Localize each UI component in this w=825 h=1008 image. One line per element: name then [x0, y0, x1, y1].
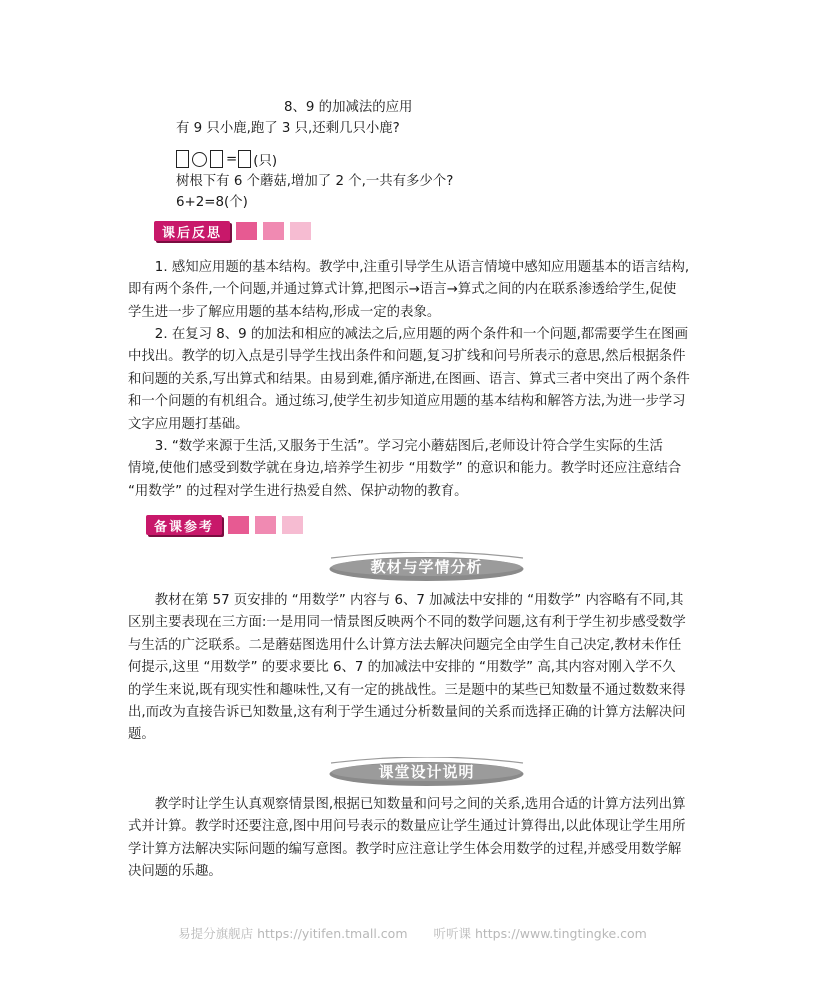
text-line: 即有两个条件,一个问题,并通过算式计算,把图示→语言→算式之间的内在联系渗透给学生,促使	[128, 282, 677, 298]
reflection-paragraph-1	[128, 257, 703, 324]
blank-box	[210, 150, 223, 168]
text-line: 学生进一步了解应用题的基本结构,形成一定的表象。	[128, 304, 441, 320]
banner-square	[236, 222, 257, 240]
text-line: 式并计算。教学时还要注意,图中用问号表示的数量应让学生通过计算得出,以此体现让学生用所	[128, 819, 686, 835]
text-line: 何提示,这里 “用数学” 的要求要比 6、7 的加减法中安排的 “用数学” 高,其内容对刚入学不久	[128, 660, 676, 676]
equals-sign: =	[226, 151, 238, 167]
text-line: 文字应用题打基础。	[128, 416, 249, 432]
text-line: 和一个问题的有机组合。通过练习,使学生初步知道应用题的基本结构和解答方法,为进一步学习	[128, 394, 686, 410]
banner-square	[282, 516, 303, 534]
reflection-paragraph-2	[128, 324, 703, 436]
text-line: 与生活的广泛联系。二是蘑菇图选用什么计算方法去解决问题完全由学生自己决定,教材未作任	[128, 637, 682, 653]
equation-blanks	[176, 148, 277, 170]
blank-box	[176, 150, 189, 168]
footer-right-link[interactable]: 听听课 https://www.tingtingke.com	[433, 926, 647, 941]
text-line: 题。	[128, 727, 155, 743]
blank-box	[238, 150, 251, 168]
text-line: 和问题的关系,写出算式和结果。由易到难,循序渐进,在图画、语言、算式三者中突出了两个条件	[128, 371, 690, 387]
text-line: 情境,使他们感受到数学就在身边,培养学生初步 “用数学” 的意识和能力。教学时还应注意结合	[128, 461, 682, 477]
design-header	[327, 757, 526, 787]
design-header-text: 课堂设计说明	[378, 763, 475, 781]
text-line: 的学生来说,既有现实性和趣味性,又有一定的挑战性。三是题中的某些已知数量不通过数数来得	[128, 682, 686, 698]
text-line: 2. 在复习 8、9 的加法和相应的减法之后,应用题的两个条件和一个问题,都需要学生在图画	[154, 327, 688, 342]
banner-square	[290, 222, 311, 240]
section-banner-reference	[146, 515, 303, 535]
text-line: 1. 感知应用题的基本结构。教学中,注重引导学生从语言情境中感知应用题基本的语言结构,	[154, 260, 690, 275]
answer-mushroom: 6+2=8(个)	[176, 195, 248, 210]
text-line: 区别主要表现在三方面:一是用同一情景图反映两个不同的数学问题,这有利于学生初步感受数学	[128, 615, 686, 631]
question-deer: 有 9 只小鹿,跑了 3 只,还剩几只小鹿?	[176, 121, 400, 136]
text-line: 教学时让学生认真观察情景图,根据已知数量和问号之间的关系,选用合适的计算方法列出算	[154, 797, 686, 812]
operator-circle	[192, 152, 207, 167]
text-line: 3. “数学来源于生活,又服务于生活”。学习完小蘑菇图后,老师设计符合学生实际的生活	[154, 439, 663, 454]
text-line: 教材在第 57 页安排的 “用数学” 内容与 6、7 加减法中安排的 “用数学” 内容略有不同,其	[154, 593, 684, 608]
footer-left-link[interactable]: 易提分旗舰店 https://yitifen.tmall.com	[178, 926, 408, 941]
text-line: 中找出。教学的切入点是引导学生找出条件和问题,复习扩线和问号所表示的意思,然后根据条件	[128, 349, 686, 365]
banner-label: 课后反思	[154, 221, 230, 241]
design-paragraph	[128, 794, 703, 884]
equation-unit: (只)	[253, 153, 278, 169]
text-line: 决问题的乐趣。	[128, 864, 222, 880]
footer-watermark	[0, 924, 825, 942]
analysis-paragraph	[128, 590, 703, 747]
text-line: 学计算方法解决实际问题的编写意图。教学时应注意让学生体会用数学的过程,并感受用数学解	[128, 841, 682, 857]
text-line: 出,而改为直接告诉已知数量,这有利于学生通过分析数量间的关系而选择正确的计算方法解决问	[128, 705, 686, 721]
analysis-header-text: 教材与学情分析	[370, 558, 483, 576]
banner-square	[255, 516, 276, 534]
banner-square	[228, 516, 249, 534]
reflection-paragraph-3	[128, 436, 703, 503]
question-mushroom: 树根下有 6 个蘑菇,增加了 2 个,一共有多少个?	[176, 174, 454, 189]
text-line: “用数学” 的过程对学生进行热爱自然、保护动物的教育。	[128, 483, 468, 499]
banner-label: 备课参考	[146, 515, 222, 535]
section-banner-reflection	[154, 221, 311, 241]
analysis-header	[327, 552, 526, 582]
banner-square	[263, 222, 284, 240]
board-title: 8、9 的加减法的应用	[284, 100, 413, 115]
